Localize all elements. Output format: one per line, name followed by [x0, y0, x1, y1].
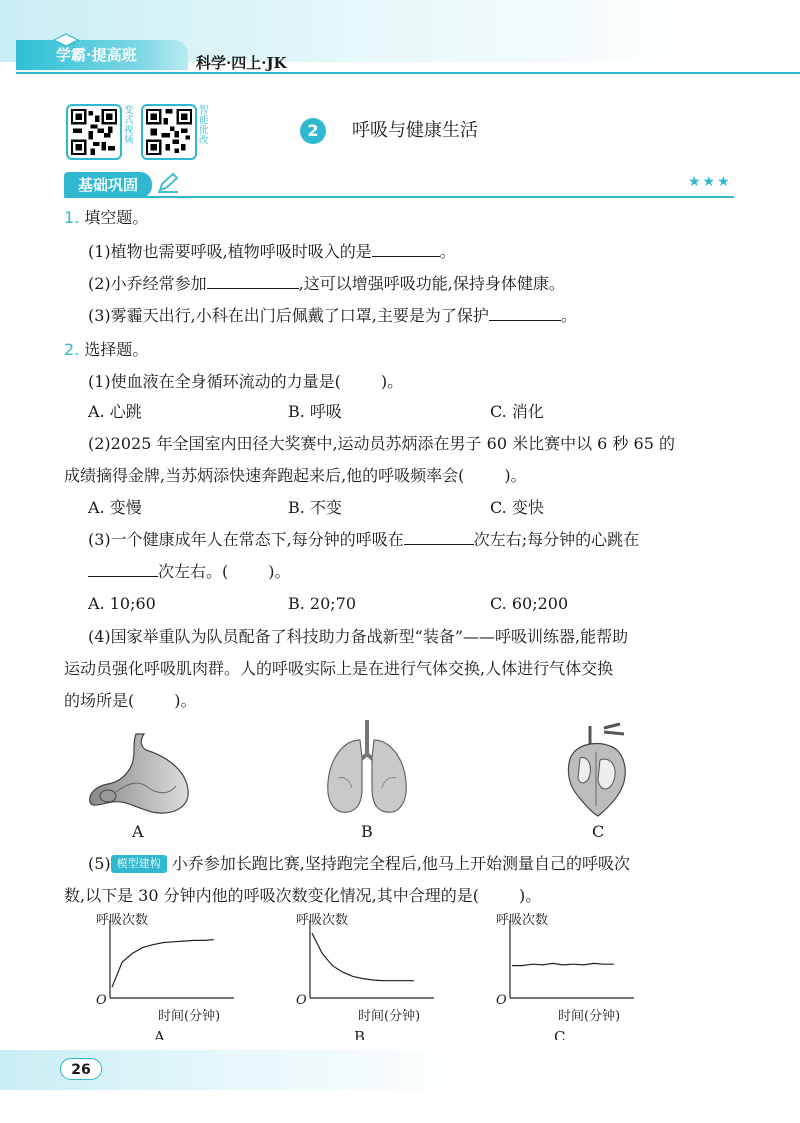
q1-item-3-end: 。: [560, 306, 577, 325]
header-divider: [16, 72, 800, 74]
origin-label: O: [96, 993, 107, 1008]
q2-4-line1: (4)国家举重队为队员配备了科技助力备战新型“装备”——呼吸训练器,能帮助: [88, 627, 629, 646]
q2-3-text: (3)一个健康成年人在常态下,每分钟的呼吸在: [88, 530, 404, 549]
q2-1-text: (1)使血液在全身循环流动的力量是(: [88, 372, 341, 391]
q2-2-option-c[interactable]: C. 变快: [490, 498, 544, 517]
q1-item-1-end: 。: [439, 242, 456, 261]
origin-label: O: [496, 993, 507, 1008]
q1-item-1: [88, 242, 456, 262]
model-building-tag: 模型建构: [111, 855, 167, 873]
image-label-b: B: [361, 822, 373, 841]
q2-2-text: 成绩摘得金牌,当苏炳添快速奔跑起来后,他的呼吸频率会(: [64, 466, 465, 485]
subject-label: 科学·四上·JK: [196, 54, 287, 72]
q1-item-2-text: (2)小乔经常参加: [88, 274, 207, 293]
q2-3-option-b[interactable]: B. 20;70: [288, 594, 357, 613]
q2-1-stem: [88, 372, 403, 392]
q1-heading: [64, 208, 148, 228]
stomach-icon: [86, 730, 196, 818]
brand-label: 学霸·提高班: [16, 40, 188, 70]
y-axis-label: 呼吸次数: [96, 913, 149, 928]
q2-3-close: )。: [268, 562, 291, 581]
section-divider: [64, 196, 734, 198]
lesson-title: 呼吸与健康生活: [352, 120, 478, 141]
q2-3-line2: [88, 562, 291, 582]
q2-4-close: )。: [174, 691, 197, 710]
q2-heading: [64, 340, 148, 360]
section-title: 基础巩固: [64, 172, 152, 198]
q1-item-3: [88, 306, 577, 326]
image-label-c: C: [592, 822, 605, 841]
qr-icon: [146, 109, 192, 155]
q2-5-text-2: 数,以下是 30 分钟内他的呼吸次数变化情况,其中合理的是(: [64, 886, 479, 905]
chart-b: [288, 910, 448, 1040]
q2-3-option-c[interactable]: C. 60;200: [490, 594, 569, 613]
q2-5-line2: [64, 886, 541, 906]
qr-code-video[interactable]: [66, 104, 122, 160]
answer-blank[interactable]: [489, 320, 561, 321]
heart-icon: [560, 722, 632, 818]
q2-1-option-c[interactable]: C. 消化: [490, 402, 544, 421]
lungs-icon: [322, 718, 412, 818]
image-label-a: A: [132, 822, 144, 841]
q2-number: 2.: [64, 340, 80, 359]
series-line: [312, 933, 414, 981]
q2-4-line3: [64, 691, 197, 711]
x-axis-label: 时间(分钟): [558, 1009, 621, 1024]
q2-3-option-a[interactable]: A. 10;60: [88, 594, 156, 613]
qr-label-video: 变式视频: [124, 105, 134, 146]
q2-1-option-a[interactable]: A. 心跳: [88, 402, 142, 421]
chart-a: [88, 910, 248, 1040]
q1-title: 填空题。: [84, 208, 149, 227]
q2-2-line1: (2)2025 年全国室内田径大奖赛中,运动员苏炳添在男子 60 米比赛中以 6 秒 65 的: [88, 434, 675, 453]
q1-number: 1.: [64, 208, 80, 227]
q1-item-3-text: (3)雾霾天出行,小科在出门后佩戴了口罩,主要是为了保护: [88, 306, 489, 325]
q2-3-text-mid: 次左右;每分钟的心跳在: [473, 530, 640, 549]
q2-title: 选择题。: [84, 340, 149, 359]
q2-2-line2: [64, 466, 527, 486]
q2-5-prefix: (5): [88, 854, 111, 873]
x-axis-label: 时间(分钟): [158, 1009, 221, 1024]
page-number: 26: [60, 1058, 102, 1080]
graduation-cap-icon: [52, 32, 80, 54]
q2-3-line1: [88, 530, 639, 550]
q1-item-2-end: ,这可以增强呼吸功能,保持身体健康。: [298, 274, 565, 293]
answer-blank[interactable]: [207, 288, 299, 289]
chart-c: [488, 910, 648, 1040]
answer-blank[interactable]: [372, 256, 440, 257]
q2-3-text-end: 次左右。(: [158, 562, 229, 581]
q2-2-close: )。: [504, 466, 527, 485]
q2-4-line2: 运动员强化呼吸肌肉群。人的呼吸实际上是在进行气体交换,人体进行气体交换: [64, 659, 614, 678]
x-axis-label: 时间(分钟): [358, 1009, 421, 1024]
q2-5-close: )。: [518, 886, 542, 905]
series-line: [112, 940, 214, 988]
y-axis-label: 呼吸次数: [496, 913, 549, 928]
chart-label: C: [554, 1028, 566, 1040]
q2-4-text: 的场所是(: [64, 691, 135, 710]
difficulty-stars: ★★★: [688, 174, 732, 190]
answer-blank[interactable]: [88, 576, 158, 577]
origin-label: O: [296, 993, 307, 1008]
q2-1-option-b[interactable]: B. 呼吸: [288, 402, 342, 421]
qr-label-grading: 智能批改: [199, 105, 209, 146]
answer-blank[interactable]: [404, 544, 474, 545]
q2-5-line1: [88, 854, 630, 874]
chart-label: B: [354, 1028, 366, 1040]
pencil-icon: [156, 172, 180, 194]
chart-label: A: [154, 1028, 165, 1040]
qr-icon: [71, 109, 117, 155]
q1-item-1-text: (1)植物也需要呼吸,植物呼吸时吸入的是: [88, 242, 372, 261]
series-line: [512, 963, 614, 965]
q2-2-option-a[interactable]: A. 变慢: [88, 498, 142, 517]
y-axis-label: 呼吸次数: [296, 913, 349, 928]
footer-band: [0, 1050, 800, 1090]
q1-item-2: [88, 274, 565, 294]
lesson-number-badge: 2: [300, 118, 326, 144]
qr-code-grading[interactable]: [141, 104, 197, 160]
q2-5-text: 小乔参加长跑比赛,坚持跑完全程后,他马上开始测量自己的呼吸次: [171, 854, 630, 873]
q2-2-option-b[interactable]: B. 不变: [288, 498, 342, 517]
q2-1-close: )。: [380, 372, 404, 391]
